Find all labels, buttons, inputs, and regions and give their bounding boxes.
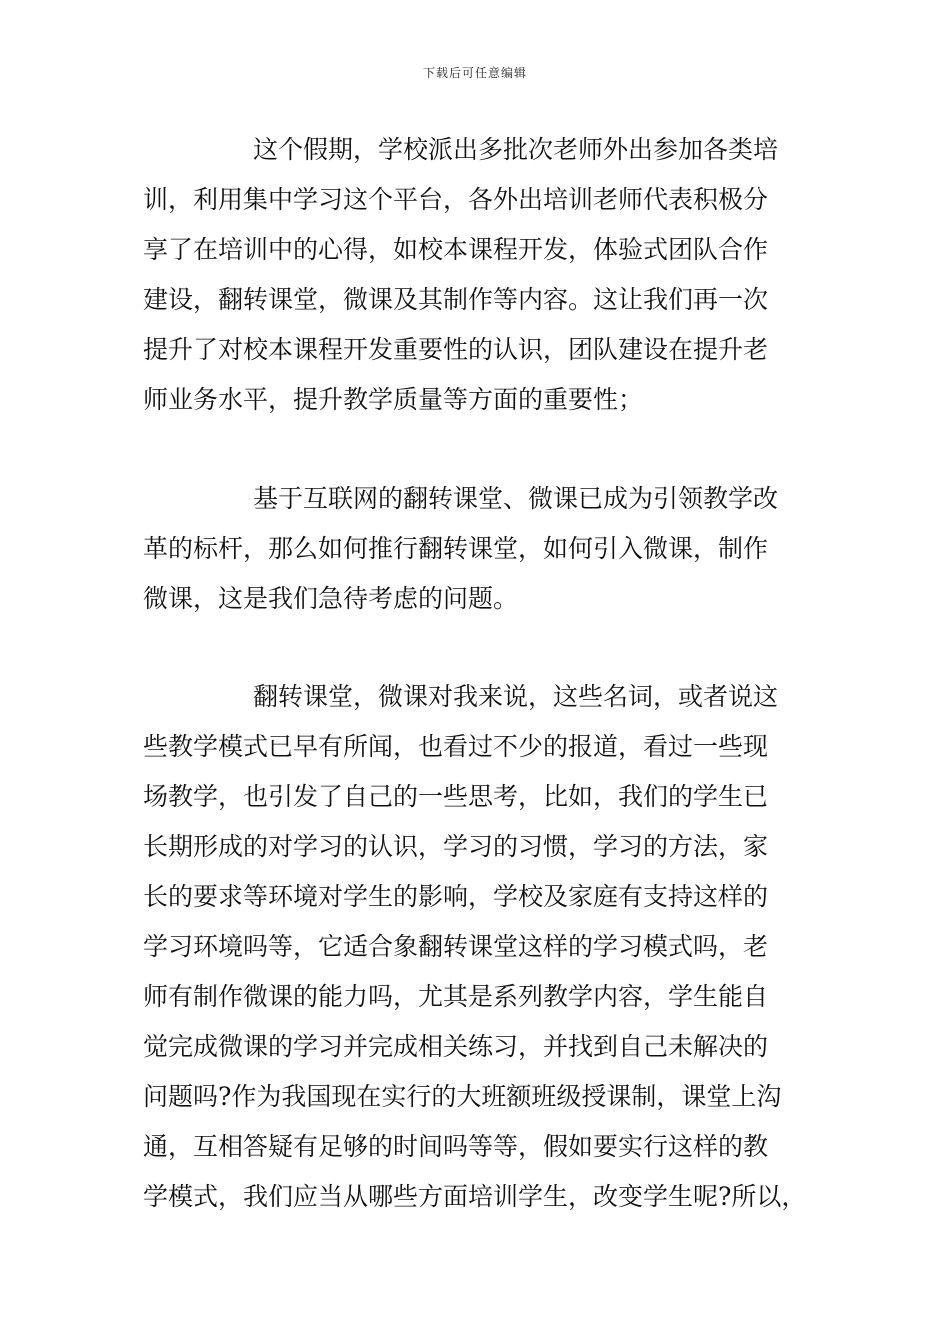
paragraph-line: 长的要求等环境对学生的影响，学校及家庭有支持这样的: [143, 882, 769, 911]
paragraph-line: 师有制作微课的能力吗，尤其是系列教学内容，学生能自: [143, 982, 769, 1011]
paragraph-line: 些教学模式已早有所闻，也看过不少的报道，看过一些现: [143, 732, 769, 761]
paragraph-line: 学模式，我们应当从哪些方面培训学生，改变学生呢?所以，: [143, 1182, 807, 1211]
paragraph-line: 翻转课堂，微课对我来说，这些名词，或者说这: [253, 682, 779, 711]
paragraph-line: 微课，这是我们急待考虑的问题。: [143, 584, 519, 613]
paragraph-line: 这个假期，学校派出多批次老师外出参加各类培: [253, 135, 779, 164]
paragraph-line: 享了在培训中的心得，如校本课程开发，体验式团队合作: [143, 235, 769, 264]
paragraph-line: 觉完成微课的学习并完成相关练习，并找到自己未解决的: [143, 1032, 769, 1061]
paragraph-line: 师业务水平，提升教学质量等方面的重要性；: [143, 385, 644, 414]
paragraph-line: 问题吗?作为我国现在实行的大班额班级授课制，课堂上沟: [143, 1082, 782, 1111]
paragraph-line: 学习环境吗等，它适合象翻转课堂这样的学习模式吗，老: [143, 932, 769, 961]
paragraph-line: 场教学，也引发了自己的一些思考，比如，我们的学生已: [143, 782, 769, 811]
paragraph-line: 基于互联网的翻转课堂、微课已成为引领教学改: [253, 484, 779, 513]
paragraph-line: 提升了对校本课程开发重要性的认识，团队建设在提升老: [143, 335, 769, 364]
paragraph-line: 建设，翻转课堂，微课及其制作等内容。这让我们再一次: [143, 285, 769, 314]
paragraph-line: 通，互相答疑有足够的时间吗等等，假如要实行这样的教: [143, 1132, 769, 1161]
paragraph-line: 长期形成的对学习的认识，学习的习惯，学习的方法，家: [143, 832, 769, 861]
paragraph-line: 训，利用集中学习这个平台，各外出培训老师代表积极分: [143, 185, 769, 214]
page-header: 下载后可任意编辑: [422, 66, 527, 80]
paragraph-line: 革的标杆，那么如何推行翻转课堂，如何引入微课，制作: [143, 534, 769, 563]
